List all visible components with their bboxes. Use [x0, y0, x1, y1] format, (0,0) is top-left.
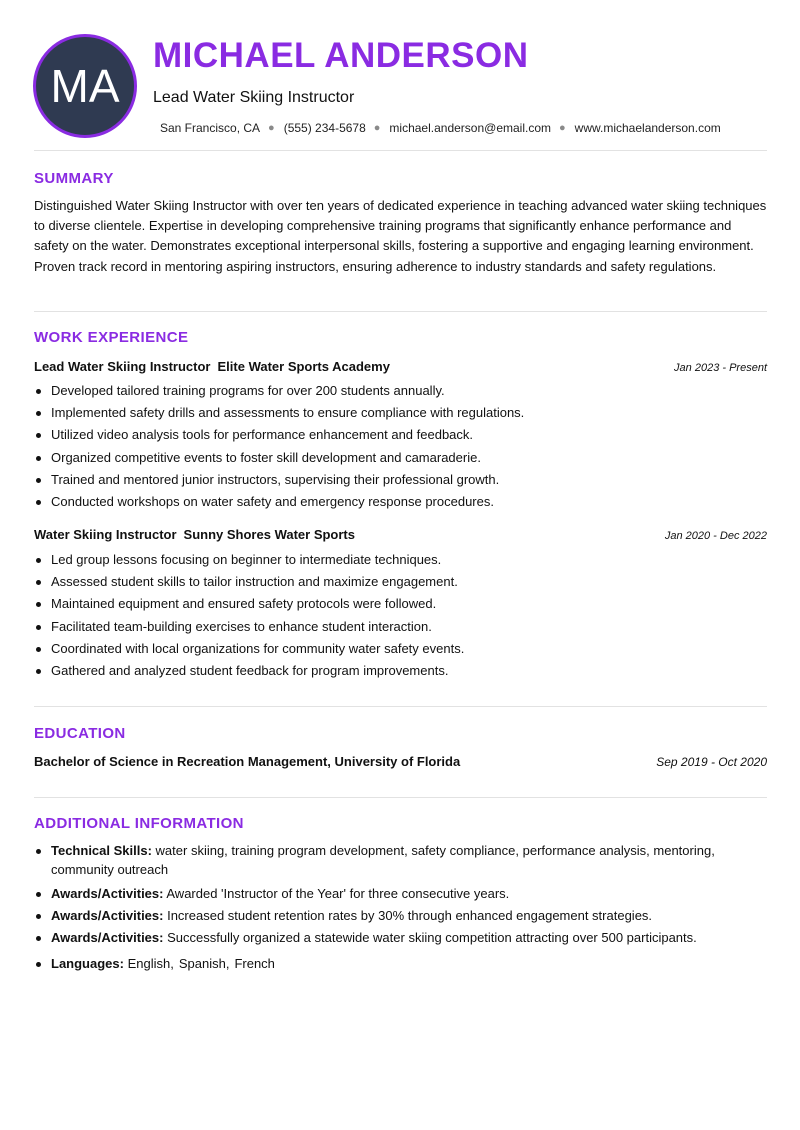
additional-heading: ADDITIONAL INFORMATION: [34, 815, 244, 832]
list-item: Organized competitive events to foster skill development and camaraderie.: [34, 447, 767, 469]
separator-dot-icon: ●: [559, 122, 566, 134]
divider: [34, 150, 767, 151]
additional-list: [34, 842, 767, 973]
contact-line: [160, 121, 721, 135]
contact-phone: (555) 234-5678: [283, 121, 366, 135]
job-date: Jan 2020 - Dec 2022: [664, 530, 767, 542]
job-role: Water Skiing Instructor: [34, 527, 177, 542]
list-item: Facilitated team-building exercises to enhance student interaction.: [34, 616, 767, 638]
list-item: Conducted workshops on water safety and emergency response procedures.: [34, 491, 767, 513]
job-title-line: [34, 358, 390, 376]
candidate-name: MICHAEL ANDERSON: [153, 36, 529, 75]
divider: [34, 797, 767, 798]
education-entry: [34, 754, 767, 769]
education-date: Sep 2019 - Oct 2020: [656, 755, 767, 769]
list-item: [34, 842, 767, 879]
job-company: Sunny Shores Water Sports: [183, 527, 355, 542]
list-item: [34, 929, 767, 948]
education-heading: EDUCATION: [34, 725, 126, 742]
job-header: [34, 358, 767, 376]
job-title-line: [34, 526, 355, 544]
summary-heading: SUMMARY: [34, 170, 114, 187]
job-date: Jan 2023 - Present: [674, 362, 767, 374]
experience-heading: WORK EXPERIENCE: [34, 329, 189, 346]
avatar: [33, 34, 137, 138]
language: Spanish,: [178, 955, 230, 971]
avatar-initials: MA: [50, 60, 120, 112]
language: French: [234, 955, 275, 971]
separator-dot-icon: ●: [373, 122, 381, 134]
item-text: water skiing, training program development, safety compliance, performance analysis, mentoring, community outreach: [51, 843, 715, 877]
resume-header: [0, 0, 800, 150]
list-item: Gathered and analyzed student feedback for program improvements.: [34, 660, 767, 682]
job-bullets: [34, 549, 767, 682]
job-bullets: [34, 380, 767, 513]
summary-text: Distinguished Water Skiing Instructor with over ten years of dedicated experience in teaching advanced water skiing techniques to diverse clientele. Expertise in developing comprehensive training programs that significantly enhance performance and safety on the water. Demonstrates exceptional interpersonal skills, fostering a supportive and engaging learning environment. Proven track record in mentoring aspiring instructors, ensuring adherence to industry standards and safety regulations.: [34, 198, 767, 274]
candidate-title: Lead Water Skiing Instructor: [153, 89, 355, 106]
list-item: Developed tailored training programs for over 200 students annually.: [34, 380, 767, 402]
list-item: Led group lessons focusing on beginner to intermediate techniques.: [34, 549, 767, 571]
contact-website[interactable]: www.michaelanderson.com: [574, 121, 721, 135]
item-text: Increased student retention rates by 30% through enhanced engagement strategies.: [167, 908, 653, 924]
item-label: Awards/Activities:: [51, 908, 164, 924]
list-item: Assessed student skills to tailor instruction and maximize engagement.: [34, 571, 767, 593]
list-item: Utilized video analysis tools for performance enhancement and feedback.: [34, 424, 767, 446]
language: English,: [127, 955, 174, 971]
education-degree: Bachelor of Science in Recreation Management, University of Florida: [34, 754, 461, 769]
job-role: Lead Water Skiing Instructor: [34, 359, 211, 374]
languages-label: Languages:: [51, 955, 124, 971]
list-item: [34, 885, 767, 904]
list-item: [34, 907, 767, 926]
divider: [34, 706, 767, 707]
item-label: Awards/Activities:: [51, 886, 164, 901]
contact-email[interactable]: michael.anderson@email.com: [389, 121, 552, 135]
item-label: Awards/Activities:: [51, 930, 164, 946]
job-header: [34, 526, 767, 544]
item-text: Successfully organized a statewide water skiing competition attracting over 500 participants.: [167, 930, 697, 946]
job-company: Elite Water Sports Academy: [217, 359, 390, 374]
list-item: Coordinated with local organizations for community water safety events.: [34, 638, 767, 660]
list-item: Maintained equipment and ensured safety protocols were followed.: [34, 593, 767, 615]
item-text: Awarded 'Instructor of the Year' for three consecutive years.: [166, 886, 510, 901]
contact-location: San Francisco, CA: [160, 121, 261, 135]
separator-dot-icon: ●: [268, 122, 275, 134]
list-item: Implemented safety drills and assessments to ensure compliance with regulations.: [34, 402, 767, 424]
divider: [34, 311, 767, 312]
list-item: Trained and mentored junior instructors, supervising their professional growth.: [34, 469, 767, 491]
list-item: [34, 955, 767, 974]
item-label: Technical Skills:: [51, 843, 152, 858]
